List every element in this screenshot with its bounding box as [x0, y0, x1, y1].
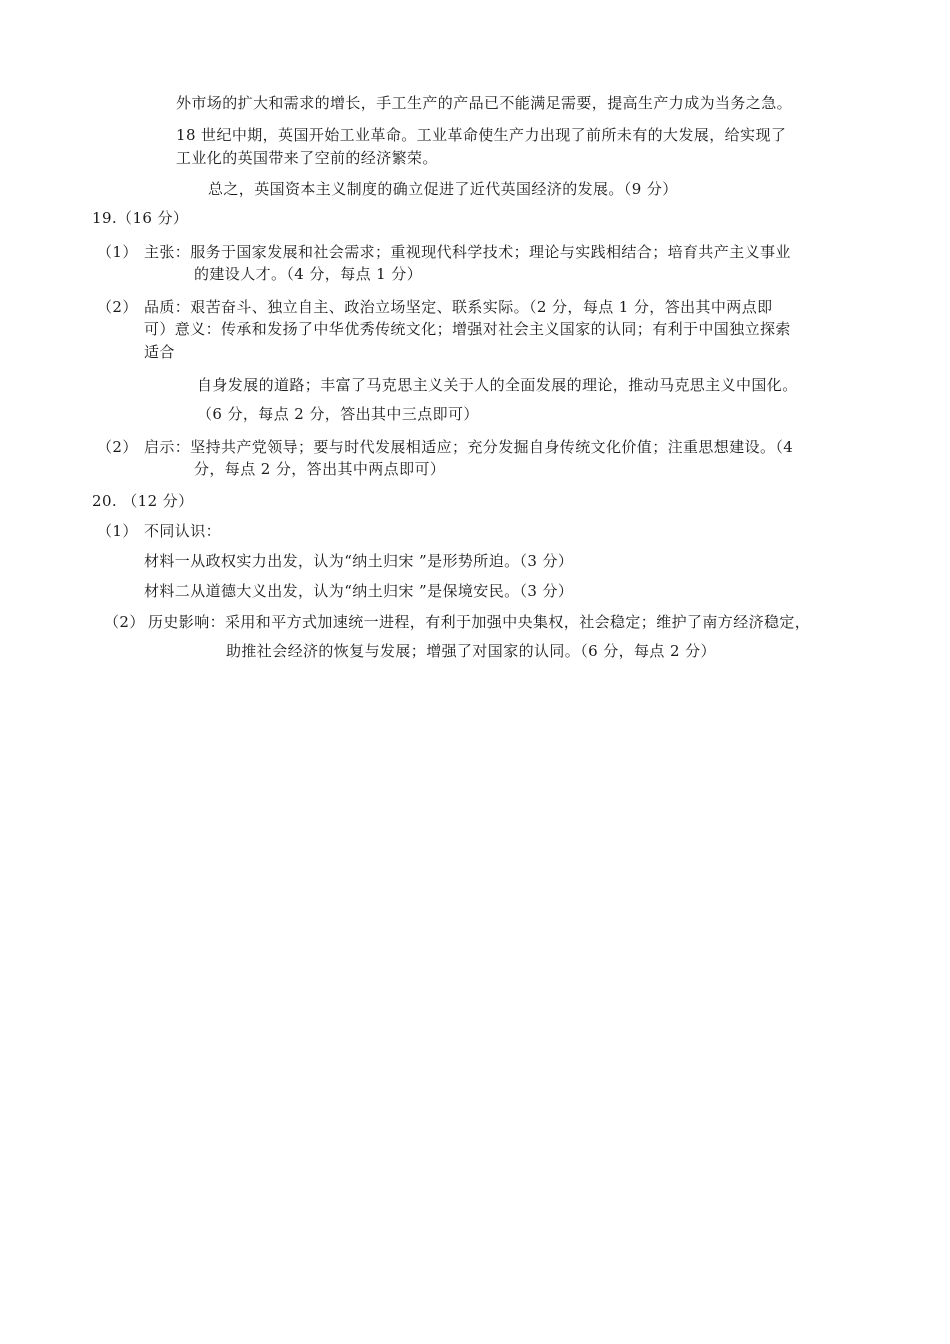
q19-p2-line-1: 品质：艰苦奋斗、独立自主、政治立场坚定、联系实际。（2 分，每点 1 分，答出其中两点即: [144, 298, 773, 316]
q20-p2-line-2: 助推社会经济的恢复与发展；增强了对国家的认同。（6 分，每点 2 分）: [226, 642, 716, 660]
q19-p3-line-1: 启示：坚持共产党领导；要与时代发展相适应；充分发掘自身传统文化价值；注重思想建设。（4: [144, 438, 794, 456]
q20-p2-number: （2）: [104, 613, 145, 631]
q19-p1-line-1: 主张：服务于国家发展和社会需求；重视现代科学技术；理论与实践相结合；培育共产主义事业: [144, 243, 791, 261]
s18-line-2: 18 世纪中期，英国开始工业革命。工业革命使生产力出现了前所未有的大发展，给实现了: [176, 126, 787, 144]
q20-p1-title: 不同认识：: [144, 522, 222, 540]
q20-p1-number: （1）: [97, 522, 138, 540]
q19-p2-line-3: 适合: [144, 343, 175, 361]
s18-summary: 总之，英国资本主义制度的确立促进了近代英国经济的发展。（9 分）: [208, 180, 678, 198]
s18-line-3: 工业化的英国带来了空前的经济繁荣。: [176, 149, 438, 167]
q20-header: 20. （12 分）: [92, 492, 194, 510]
q20-p1-line-2: 材料二从道德大义出发，认为“纳土归宋 ”是保境安民。（3 分）: [144, 582, 574, 600]
q20-p2-line-1: 历史影响：采用和平方式加速统一进程，有利于加强中央集权，社会稳定；维护了南方经济稳定，: [148, 613, 811, 631]
q19-p2-line-4: 自身发展的道路；丰富了马克思主义关于人的全面发展的理论，推动马克思主义中国化。: [197, 376, 798, 394]
s18-line-1: 外市场的扩大和需求的增长，手工生产的产品已不能满足需要，提高生产力成为当务之急。: [176, 94, 793, 112]
q19-header: 19.（16 分）: [92, 209, 189, 227]
q19-p3-number: （2）: [97, 438, 138, 456]
q19-p2-line-5: （6 分，每点 2 分，答出其中三点即可）: [197, 405, 479, 423]
q19-p1-line-2: 的建设人才。（4 分，每点 1 分）: [194, 265, 423, 283]
q19-p2-number: （2）: [97, 298, 138, 316]
q19-p2-line-2: 可）意义：传承和发扬了中华优秀传统文化；增强对社会主义国家的认同；有利于中国独立探索: [144, 320, 791, 338]
q19-p3-line-2: 分，每点 2 分，答出其中两点即可）: [194, 460, 446, 478]
q19-p1-number: （1）: [97, 243, 138, 261]
q20-p1-line-1: 材料一从政权实力出发，认为“纳土归宋 ”是形势所迫。（3 分）: [144, 552, 574, 570]
